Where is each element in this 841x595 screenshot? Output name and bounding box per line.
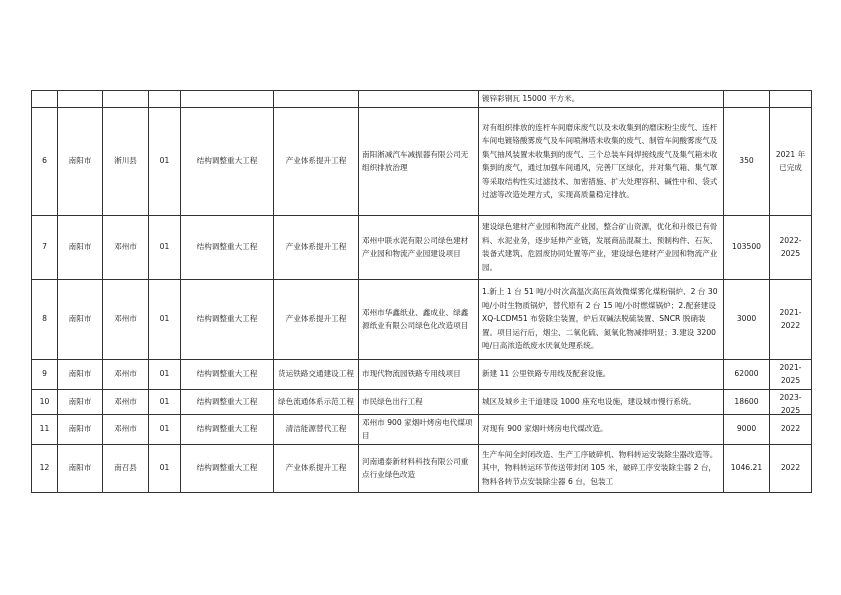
city-cell-text: 南阳市	[68, 242, 92, 252]
investment-cell	[724, 444, 770, 492]
code-cell	[149, 279, 181, 359]
investment-cell-text: 9000	[736, 424, 757, 434]
investment-cell-text: 3000	[736, 314, 757, 324]
category-cell	[181, 444, 274, 492]
subcategory-cell	[274, 215, 359, 279]
city-cell	[58, 215, 103, 279]
project-name-cell	[359, 91, 479, 108]
city-cell-text: 南阳市	[68, 424, 92, 434]
period-cell-text: 2021 年已完成	[775, 149, 806, 172]
table-row	[32, 91, 812, 108]
city-cell	[58, 107, 103, 215]
investment-cell	[724, 389, 770, 414]
investment-cell-text: 103500	[732, 242, 761, 252]
city-cell	[58, 91, 103, 108]
project-name-cell-text: 河南通泰新材料科技有限公司重点行业绿色改造	[362, 456, 469, 479]
county-cell	[103, 389, 149, 414]
table-row	[32, 279, 812, 359]
subcategory-cell-text: 清洁能源替代工程	[285, 424, 347, 434]
county-cell	[103, 215, 149, 279]
period-cell	[770, 414, 812, 444]
code-cell	[149, 215, 181, 279]
project-content-cell	[479, 91, 724, 108]
category-cell	[181, 414, 274, 444]
subcategory-cell-text: 产业体系提升工程	[285, 463, 347, 473]
project-name-cell	[359, 279, 479, 359]
project-content-cell	[479, 389, 724, 414]
investment-cell-text: 18600	[734, 396, 759, 406]
project-name-cell-text: 邓州中联水泥有限公司绿色建材产业园和物流产业园建设项目	[362, 235, 469, 258]
project-content-cell-text: 对有组织排放的连杆车间磨床废气以及未收集到的磨床粉尘废气、连杆车间电镀铬酸雾废气及车间喷淋塔未收集的废气、制管车间酸雾废气及集气抽风装置未收集到的废气、三个总装车间焊接线废气及集气箱未收集到的废气，通过加强车间通风，完善厂区绿化，并对集气箱、集气罩等采取结构性实过滤技术、加密措施、扩大处理容积、碱性中和、袋式过滤等改造处理方式，实现高质量稳定排放。	[482, 122, 718, 199]
category-cell	[181, 389, 274, 414]
project-name-cell-text: 邓州市华鑫纸业、鑫成业、绿鑫源纸业有限公司绿色化改造项目	[362, 307, 469, 330]
investment-cell	[724, 107, 770, 215]
project-table	[31, 90, 812, 493]
city-cell	[58, 359, 103, 389]
code-cell-text: 01	[159, 156, 170, 166]
row-number-text: 7	[42, 242, 47, 252]
table-row	[32, 215, 812, 279]
table-row	[32, 389, 812, 414]
subcategory-cell	[274, 279, 359, 359]
code-cell	[149, 359, 181, 389]
city-cell	[58, 279, 103, 359]
period-cell	[770, 359, 812, 389]
county-cell-text: 淅川县	[114, 156, 137, 166]
subcategory-cell	[274, 359, 359, 389]
subcategory-cell	[274, 414, 359, 444]
row-number	[32, 444, 58, 492]
code-cell	[149, 414, 181, 444]
table-row	[32, 414, 812, 444]
investment-cell	[724, 359, 770, 389]
row-number-text: 8	[42, 314, 47, 324]
project-name-cell-text: 市现代物流园铁路专用线项目	[362, 369, 461, 379]
county-cell	[103, 359, 149, 389]
investment-cell-text: 62000	[734, 369, 759, 379]
table-row	[32, 107, 812, 215]
investment-cell	[724, 279, 770, 359]
project-content-cell	[479, 215, 724, 279]
project-name-cell-text: 市民绿色出行工程	[362, 396, 423, 406]
investment-cell	[724, 215, 770, 279]
project-name-cell	[359, 107, 479, 215]
county-cell-text: 邓州市	[114, 369, 137, 379]
period-cell	[770, 107, 812, 215]
category-cell-text: 结构调整重大工程	[196, 369, 258, 379]
subcategory-cell	[274, 91, 359, 108]
project-content-cell-text: 生产车间全封闭改造、生产工序破碎机、物料转运安装除尘器改造等。其中，物料转运环节传送带封闭 105 米，破碎工序安装除尘器 2 台，物料各转节点安装除尘器 6 台，包装工	[482, 449, 718, 486]
project-content-cell	[479, 279, 724, 359]
code-cell-text: 01	[159, 463, 170, 473]
period-cell-text: 2022	[780, 463, 801, 473]
row-number	[32, 279, 58, 359]
project-name-cell	[359, 359, 479, 389]
county-cell	[103, 279, 149, 359]
subcategory-cell-text: 货运铁路交通建设工程	[278, 369, 354, 379]
subcategory-cell-text: 产业体系提升工程	[285, 242, 347, 252]
row-number-text: 11	[39, 424, 50, 434]
category-cell-text: 结构调整重大工程	[196, 156, 258, 166]
county-cell-text: 邓州市	[114, 242, 137, 252]
project-content-cell-text: 1.新上 1 台 51 吨/小时次高温次高压高效微煤雾化煤粉锅炉、2 台 30 吨/小时生物质锅炉，替代原有 2 台 15 吨/小时燃煤锅炉；2.配套建设 XQ-LCDM51 布袋除尘装置，炉后双碱法脱硫装置、SNCR 脱硝装置。项目运行后，烟尘、二氧化硫、氮氧化物减排明显；3.建设 3200 吨/日高浓造纸废水厌氧处理系统。	[482, 287, 718, 351]
code-cell-text: 01	[159, 314, 170, 324]
row-number-text: 12	[39, 463, 50, 473]
city-cell-text: 南阳市	[68, 463, 92, 473]
city-cell-text: 南阳市	[68, 156, 92, 166]
period-cell	[770, 389, 812, 414]
code-cell-text: 01	[159, 424, 170, 434]
subcategory-cell-text: 产业体系提升工程	[285, 314, 347, 324]
period-cell-text: 2021-2025	[779, 362, 802, 385]
county-cell	[103, 414, 149, 444]
subcategory-cell	[274, 389, 359, 414]
period-cell	[770, 215, 812, 279]
city-cell	[58, 389, 103, 414]
project-content-cell	[479, 444, 724, 492]
code-cell	[149, 107, 181, 215]
row-number	[32, 215, 58, 279]
period-cell-text: 2021-2022	[779, 307, 802, 330]
project-name-cell	[359, 414, 479, 444]
project-name-cell	[359, 389, 479, 414]
city-cell	[58, 414, 103, 444]
category-cell-text: 结构调整重大工程	[196, 463, 258, 473]
row-number	[32, 91, 58, 108]
table-row	[32, 444, 812, 492]
row-number	[32, 107, 58, 215]
code-cell	[149, 389, 181, 414]
project-content-cell	[479, 359, 724, 389]
city-cell-text: 南阳市	[68, 396, 92, 406]
category-cell	[181, 359, 274, 389]
category-cell	[181, 215, 274, 279]
period-cell-text: 2023-2025	[779, 392, 802, 413]
city-cell-text: 南阳市	[68, 314, 92, 324]
county-cell	[103, 444, 149, 492]
category-cell	[181, 279, 274, 359]
investment-cell	[724, 414, 770, 444]
county-cell-text: 南召县	[114, 463, 137, 473]
county-cell	[103, 91, 149, 108]
investment-cell-text: 350	[739, 156, 754, 166]
row-number-text: 10	[39, 396, 50, 406]
code-cell	[149, 444, 181, 492]
city-cell-text: 南阳市	[68, 369, 92, 379]
project-name-cell-text: 邓州市 900 家烟叶烤房电代煤项目	[362, 417, 473, 440]
city-cell	[58, 444, 103, 492]
row-number-text: 6	[42, 156, 47, 166]
row-number	[32, 359, 58, 389]
subcategory-cell	[274, 444, 359, 492]
code-cell-text: 01	[159, 369, 170, 379]
project-name-cell	[359, 215, 479, 279]
project-content-cell	[479, 107, 724, 215]
project-content-cell	[479, 414, 724, 444]
code-cell-text: 01	[159, 242, 170, 252]
county-cell-text: 邓州市	[114, 314, 137, 324]
period-cell	[770, 444, 812, 492]
period-cell	[770, 91, 812, 108]
subcategory-cell-text: 产业体系提升工程	[285, 156, 347, 166]
project-content-cell-text: 对现有 900 家烟叶烤房电代煤改造。	[482, 424, 608, 434]
category-cell-text: 结构调整重大工程	[196, 424, 258, 434]
period-cell	[770, 279, 812, 359]
county-cell	[103, 107, 149, 215]
project-content-cell-text: 城区及城乡主干道建设 1000 座充电设施，建设城市慢行系统。	[482, 396, 696, 406]
subcategory-cell	[274, 107, 359, 215]
county-cell-text: 邓州市	[114, 396, 137, 406]
row-number	[32, 389, 58, 414]
period-cell-text: 2022	[780, 424, 801, 434]
row-number-text: 9	[42, 369, 47, 379]
category-cell	[181, 91, 274, 108]
category-cell-text: 结构调整重大工程	[196, 396, 258, 406]
category-cell-text: 结构调整重大工程	[196, 314, 258, 324]
project-content-cell-text: 建设绿色建材产业园和物流产业园，整合矿山资源，优化和升级已有骨料、水泥业务，逐步延伸产业链，发展商品混凝土、预制构件、石灰、装备式建筑、危固废协同处置等产业，建设绿色建材产业园和物流产业园。	[482, 222, 718, 272]
row-number	[32, 414, 58, 444]
investment-cell	[724, 91, 770, 108]
code-cell-text: 01	[159, 396, 170, 406]
county-cell-text: 邓州市	[114, 424, 137, 434]
category-cell	[181, 107, 274, 215]
project-content-cell-text: 新建 11 公里铁路专用线及配套设施。	[482, 369, 611, 379]
table-row	[32, 359, 812, 389]
project-name-cell	[359, 444, 479, 492]
investment-cell-text: 1046.21	[730, 463, 763, 473]
category-cell-text: 结构调整重大工程	[196, 242, 258, 252]
code-cell	[149, 91, 181, 108]
subcategory-cell-text: 绿色流通体系示范工程	[278, 396, 354, 406]
project-content-cell-text: 镀锌彩钢瓦 15000 平方米。	[482, 94, 580, 103]
period-cell-text: 2022-2025	[779, 235, 802, 258]
project-name-cell-text: 南阳淅减汽车减振器有限公司无组织排放治理	[362, 149, 469, 172]
